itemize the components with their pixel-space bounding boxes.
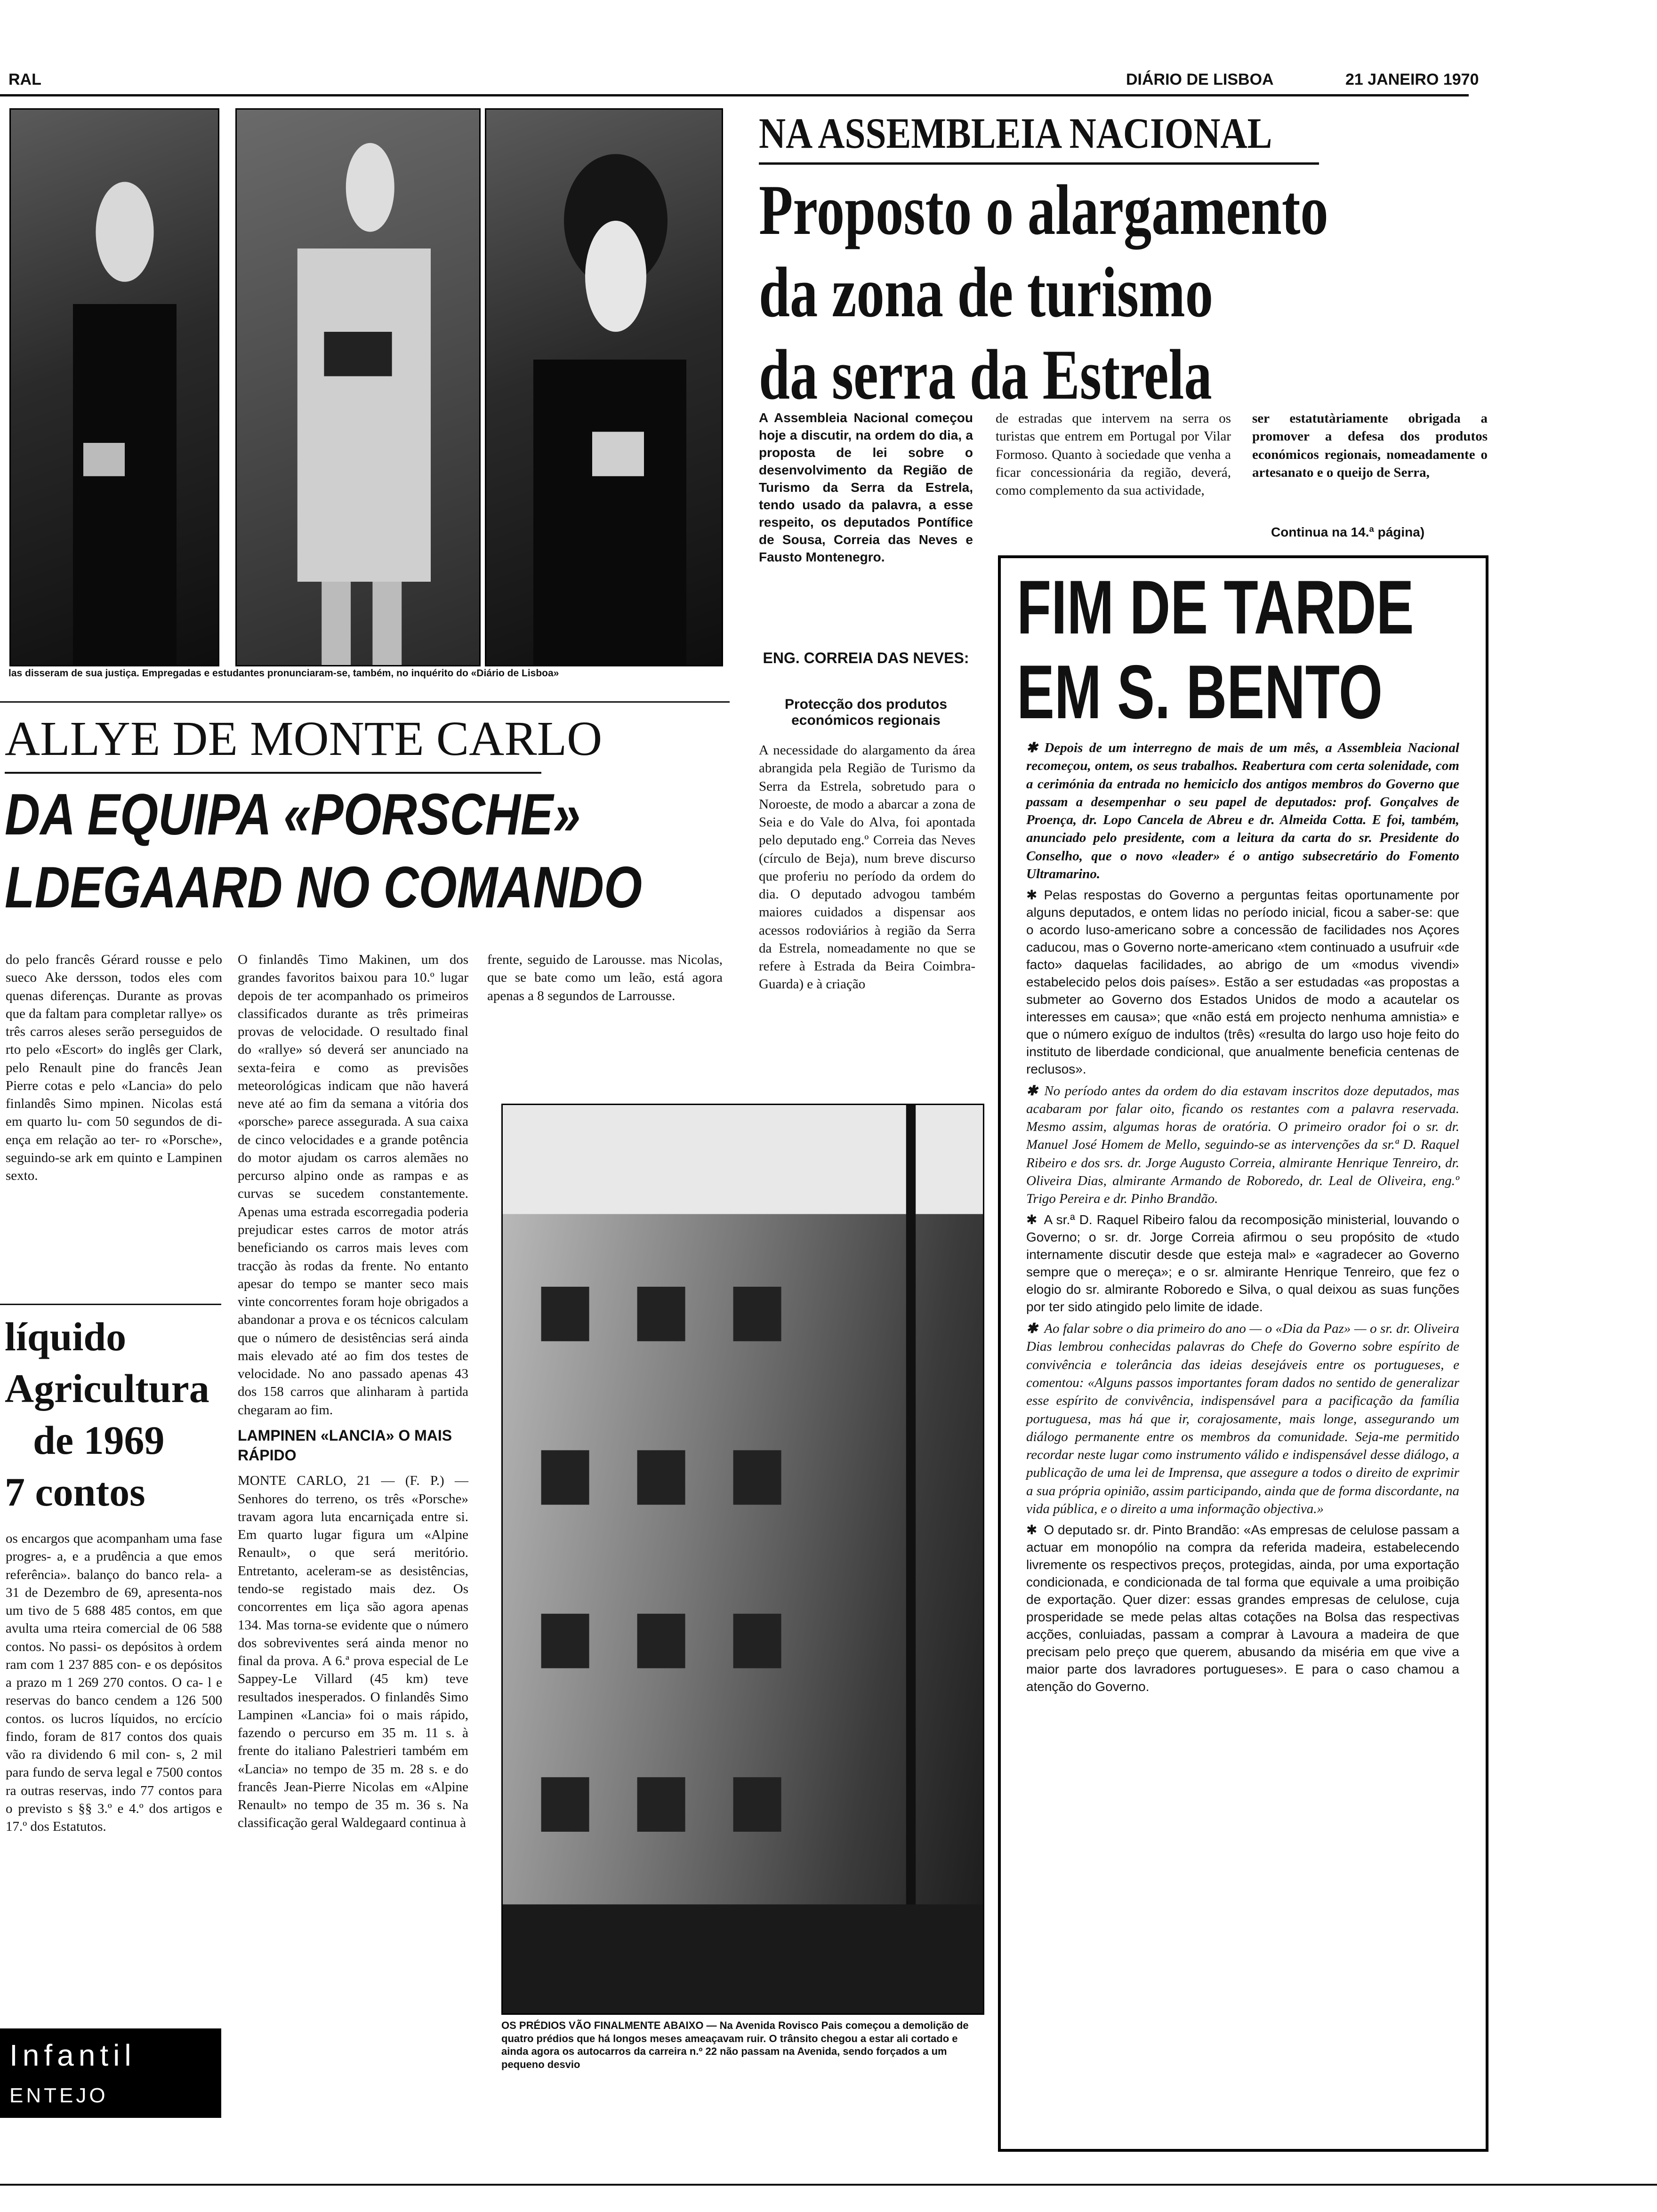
- section-label: RAL: [8, 71, 41, 88]
- photo-woman-coat: [235, 108, 481, 666]
- assembleia-column-3: ser estatutàriamente obrigada a promover a defesa dos produtos económicos regionais, nomeadamente o artesanato e o queijo de Serra,: [1252, 411, 1488, 480]
- photo-student: [485, 108, 723, 666]
- rally-column-3: frente, seguido de Larousse. mas Nicolas, que se bate como um leão, está agora apenas a 8 segundos de Larrousse.: [487, 952, 723, 1003]
- sbento-para-1: ✱ Depois de um interregno de mais de um mês, a Assembleia Nacional recomeçou, ontem, os seus trabalhos. Reabertura com certa solenidade, com a cerimónia da entrada no hemiciclo dos antigos membros do Governo que passam a desempenhar o seu papel de deputados: prof. Gonçalves de Proença, dr. Lopo Cancela de Abreu e dr. Almeida Cotta. E foi, também, anunciado pelo presidente, com a leitura da carta do sr. Presidente do Conselho, que o novo «leader» é o antigo subsecretário do Fomento Ultramarino.: [1026, 740, 1459, 882]
- photo-woman-seated: [9, 108, 219, 666]
- building-caption: OS PRÉDIOS VÃO FINALMENTE ABAIXO — Na Avenida Rovisco Pais começou a demolição de quatro prédios que há longos meses ameaçavam ruir. O trânsito chegou a estar ali cortado e ainda agora os autocarros da carreira n.º 22 não passam na Avenida, sendo forçados a um pequeno desvio: [501, 2020, 969, 2070]
- star-icon: ✱: [1026, 1083, 1038, 1098]
- assembleia-title-1: Proposto o alargamento: [759, 170, 1328, 249]
- sbento-body: [1026, 739, 1459, 1699]
- sbento-para-6: ✱ O deputado sr. dr. Pinto Brandão: «As empresas de celulose passam a actuar em monopólio na compra da referida madeira, estabelecendo livremente os respectivos preços, protegidas, ainda, por uma exportação condicionada, e condicionada de tal forma que equivale a uma proibição de exportação. Quer dizer: essas grandes empresas de celulose, cuja prosperidade se mede pelas altas cotações na Bolsa das respectivas acções, conluiadas, passam a comprar à Lavoura a madeira de que precisam pelo preço que querem, abusando da miséria em que vive a maior parte dos lavradores portugueses». E para o caso chamou a atenção do Governo.: [1026, 1523, 1459, 1694]
- sbento-title-1: FIM DE TARDE: [1017, 565, 1414, 650]
- sbento-para-3: ✱ No período antes da ordem do dia estavam inscritos doze deputados, mas acabaram por falar oito, ficando os restantes com a palavra reservada. Mesmo assim, algumas horas de oratória. O primeiro orador foi o sr. dr. Manuel José Homem de Mello, seguindo-se as intervenções da sr.ª D. Raquel Ribeiro e dos srs. dr. Jorge Augusto Correia, almirante Henrique Tenreiro, dr. Oliveira Dias, almirante Armando de Roboredo, dr. Leal de Oliveira, eng.º Trigo Pereira e dr. Pinho Brandão.: [1026, 1083, 1459, 1207]
- rally-column-1: do pelo francês Gérard rousse e pelo sueco Ake dersson, todos eles com quenas diferenças. Durante as provas que da faltam para completar rallye» os três carros aleses serão perseguidos de rto pelo «Escort» do inglês ger Clark, pelo Renault pine do francês Jean Pierre cotas e pelo «Lancia» do pelo finlandês Simo mpinen. Nicolas está em quarto lu- com 50 segundos de di- ença em relação ao ter- ro «Porsche», seguindo-se ark em quinto e Lampinen sexto.: [6, 952, 222, 1184]
- agri-rule: [0, 1304, 221, 1305]
- rally-kicker-underline: [5, 772, 541, 774]
- sbento-para-4: ✱ A sr.ª D. Raquel Ribeiro falou da recomposição ministerial, louvando o Governo; o sr. dr. Jorge Correia afirmou o seu propósito de «tudo internamente discutir desde que esteja mal» e «agradecer ao Governo sempre que o mereça»; e o sr. almirante Henrique Tenreiro, que fez o elogio do sr. almirante Roboredo e Silva, o qual deixou as suas funções por ter sido atingido pelo limite de idade.: [1026, 1212, 1459, 1314]
- sbento-para-2: ✱ Pelas respostas do Governo a perguntas feitas oportunamente por alguns deputados, e ontem lidas no período inicial, ficou a saber-se: que o acordo luso-americano sobre a concessão de facilidades nos Açores caducou, mas o Governo norte-americano «tem continuado a usufruir «de facto» daquelas facilidades, ao abrigo de um «modus vivendi» estabelecido pelos dois países». Estão a ser estudadas «as propostas a submeter ao Governo dos Estados Unidos de modo a acautelar os interesses em causa»; que «não está em projecto nenhuma amnistia» e que o número exíguo de indultos (três) «resulta do largo uso hoje feito do instituto de liberdade condicional, que anualmente beneficia centenas de reclusos».: [1026, 888, 1459, 1076]
- page-bottom-rule: [0, 2184, 1657, 2186]
- banner-text-1: Infantil: [9, 2038, 136, 2072]
- photo-building: [501, 1104, 984, 2015]
- assembleia-subhead-1: ENG. CORREIA DAS NEVES:: [763, 649, 969, 666]
- assembleia-kicker: NA ASSEMBLEIA NACIONAL: [759, 109, 1272, 157]
- assembleia-subhead-2: Protecção dos produtos económicos regionais: [784, 697, 948, 728]
- assembleia-title-3: da serra da Estrela: [759, 335, 1212, 414]
- agri-body: os encargos que acompanham uma fase progres- a, e a prudência a que emos referência». balanço do banco rela- a 31 de Dezembro de 69, apresenta-nos um tivo de 5 688 485 contos, em que avulta uma rteira comercial de 06 588 contos. No passi- os depósitos à ordem ram com 1 237 885 con- e os depósitos a prazo m 1 269 270 contos. O ca- l e reservas do banco cendem a 126 500 contos. os lucros líquidos, no ercício findo, foram de 817 contos dos quais vão ra dividendo 6 mil con- s, 2 mil para fundo de serva legal e 7500 contos ra outras reservas, indo 77 contos para o previsto s §§ 3.º e 4.º dos artigos e 17.º dos Estatutos.: [6, 1531, 222, 1835]
- rally-subheading: LAMPINEN «LANCIA» O MAIS RÁPIDO: [238, 1427, 452, 1464]
- star-icon: ✱: [1026, 888, 1038, 903]
- banner-text-2: ENTEJO: [9, 2084, 108, 2107]
- assembleia-column-2: de estradas que intervem na serra os turistas que entrem em Portugal por Vilar Formoso. Quanto à sociedade que venha a ficar concessionária da região, deverá, como complemento da sua actividade,: [996, 411, 1231, 498]
- issue-date: 21 JANEIRO 1970: [1345, 71, 1479, 88]
- rally-title-line-2: LDEGAARD NO COMANDO: [5, 855, 643, 920]
- agri-headline-1: líquido: [5, 1314, 127, 1359]
- photos-rule: [0, 701, 730, 703]
- assembleia-body: A necessidade do alargamento da área abrangida pela Região de Turismo da Serra da Estrela, sobretudo para o Noroeste, de modo a abarcar a zona de Seia e do Vale do Alva, foi apontada pelo deputado eng.º Correia das Neves (círculo de Beja), num breve discurso que proferiu no período da ordem do dia. O deputado advogou também maiores cuidados a dispensar aos acessos rodoviários à região da Serra da Estrela, nomeadamente no que se refere à Estrada da Beira Coimbra-Guarda) e à criação: [759, 743, 975, 992]
- newspaper-name: DIÁRIO DE LISBOA: [1126, 71, 1274, 88]
- star-icon: ✱: [1026, 1212, 1038, 1227]
- star-icon: ✱: [1026, 1321, 1038, 1337]
- assembleia-lead: A Assembleia Nacional começou hoje a discutir, na ordem do dia, a proposta de lei sobre o desenvolvimento da Região de Turismo da Serra da Estrela, tendo usado da palavra, a esse respeito, os deputados Pontífice de Sousa, Correia das Neves e Fausto Montenegro.: [759, 410, 973, 564]
- star-icon: ✱: [1026, 740, 1038, 755]
- header-rule: [0, 94, 1469, 96]
- photos-caption: las disseram de sua justiça. Empregadas e estudantes pronunciaram-se, também, no inquérito do «Diário de Lisboa»: [8, 668, 559, 679]
- sbento-title-2: EM S. BENTO: [1017, 649, 1383, 735]
- rally-title-line-1: DA EQUIPA «PORSCHE»: [5, 782, 581, 847]
- agri-headline-4: 7 contos: [5, 1469, 145, 1515]
- continua-link[interactable]: Continua na 14.ª página): [1271, 525, 1425, 539]
- rally-column-2: [238, 951, 468, 1832]
- assembleia-kicker-underline: [759, 162, 1319, 165]
- agri-headline-3: de 1969: [33, 1418, 165, 1463]
- rally-kicker: ALLYE DE MONTE CARLO: [5, 712, 603, 766]
- sbento-para-5: ✱ Ao falar sobre o dia primeiro do ano — o «Dia da Paz» — o sr. dr. Oliveira Dias lembrou conhecidas palavras do Chefe do Governo sobre espírito de convivência e tolerância das ideias desejáveis entre os portugueses, e comentou: «Alguns passos importantes foram dados no sentido de generalizar esse espírito de convivência, indispensável para a pacificação da família portuguesa, mas há que ir, corajosamente, mais longe, assegurando um diálogo permanente entre os membros da comunidade. Seja-me permitido recordar neste lugar como instrumento válido e indispensável desse diálogo, a publicação de uma lei de Imprensa, que assegure a todos o direito de exprimir a sua própria opinião, assim participando, ainda que de forma discordante, na vida pública, e o direito a uma informação objectiva.»: [1026, 1321, 1459, 1516]
- assembleia-title-2: da zona de turismo: [759, 253, 1213, 332]
- rally-column-2-text: O finlandês Timo Makinen, um dos grandes favoritos baixou para 10.º lugar depois de ter acompanhado os primeiros classificados durante as três primeiras provas de velocidade. O resultado final do «rallye» só deverá ser anunciado na sexta-feira e como as previsões meteorológicas indicam que não haverá neve até ao fim da semana a vitória dos «porsche» parece assegurada. A sua caixa de cinco velocidades e a grande potência do motor ajudam os carros alemães no percurso alpino onde as rampas e as curvas se sucedem constantemente. Apenas uma estrada escorregadia poderia prejudicar estes carros de motor atrás beneficiando os carros mais leves com tracção às rodas da frente. No entanto apesar do tempo se manter seco mais vinte concorrentes foram hoje obrigados a abandonar a prova e os técnicos calculam que o número de desistências será ainda mais elevado até ao fim dos testes de velocidade. No ano passado apenas 43 dos 158 carros que alinharam à partida chegaram ao fim.: [238, 952, 468, 1418]
- rally-column-2b-text: MONTE CARLO, 21 — (F. P.) — Senhores do terreno, os três «Porsche» travam agora luta encarniçada entre si. Em quarto lugar figura um «Alpine Renault», o que será meritório. Entretanto, aceleram-se as desistências, tendo-se registado mais dez. Os concorrentes em liça são agora apenas 134. Mas torna-se evidente que o número dos sobreviventes será ainda menor no final da prova. A 6.ª prova especial de Le Sappey-Le Villard (45 km) teve resultados inesperados. O finlandês Simo Lampinen «Lancia» foi o mais rápido, fazendo o percurso em 35 m. 11 s. à frente do italiano Palestrieri também em «Lancia» no tempo de 35 m. 28 s. e do francês Jean-Pierre Nicolas em «Alpine Renault» no tempo de 35 m. 36 s. Na classificação geral Waldegaard continua à: [238, 1473, 468, 1831]
- agri-headline-2: Agricultura: [5, 1366, 209, 1411]
- infantil-banner: [0, 2028, 221, 2118]
- star-icon: ✱: [1026, 1523, 1038, 1538]
